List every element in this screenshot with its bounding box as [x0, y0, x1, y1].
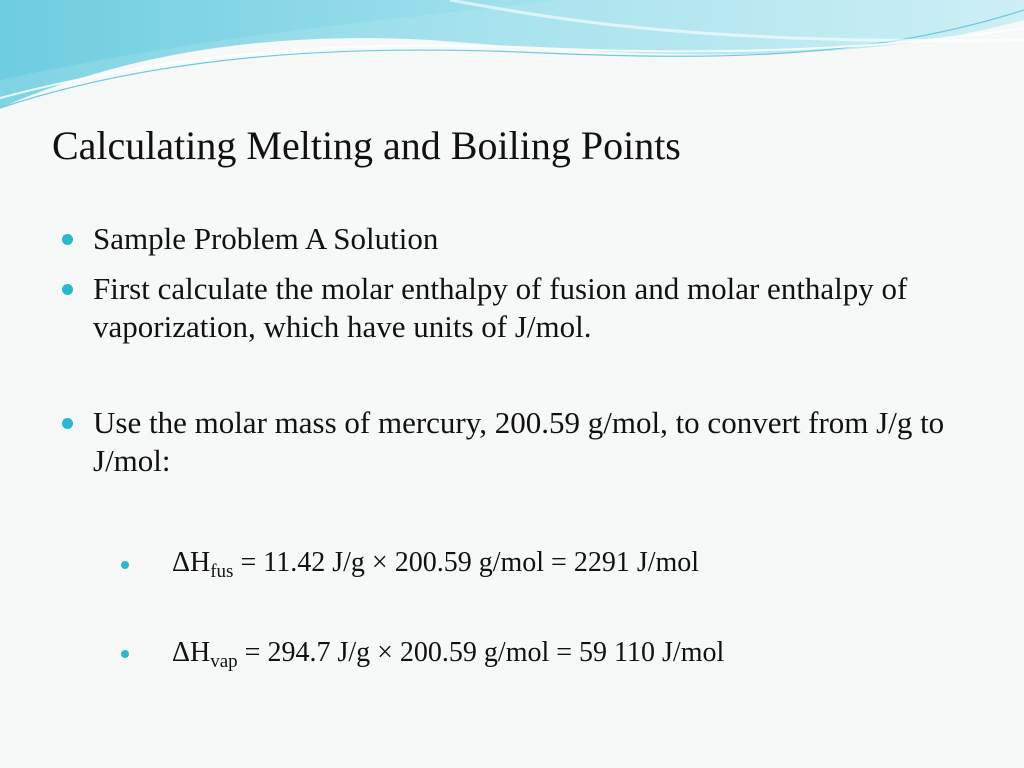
- equation-fusion-prefix: ΔH: [172, 547, 211, 578]
- bullet-sample-problem: Sample Problem A Solution: [60, 220, 960, 258]
- equation-vaporization: [172, 636, 724, 679]
- equation-vaporization-prefix: ΔH: [172, 637, 211, 668]
- slide-title: Calculating Melting and Boiling Points: [52, 123, 681, 168]
- equation-fusion-rest: = 11.42 J/g × 200.59 g/mol = 2291 J/mol: [233, 547, 700, 578]
- equation-vaporization-rest: = 294.7 J/g × 200.59 g/mol = 59 110 J/mol: [237, 637, 725, 668]
- equation-fusion: [172, 546, 699, 589]
- equation-fusion-subscript: fus: [210, 561, 234, 582]
- equation-vaporization-subscript: vap: [210, 651, 238, 672]
- decorative-wave: [0, 0, 1024, 120]
- bullet-list: [60, 220, 960, 480]
- sub-bullet-dot: [121, 650, 129, 658]
- bullet-first-calculate: First calculate the molar enthalpy of fusion and molar enthalpy of vaporization, which have units of J/mol.: [60, 270, 960, 346]
- bullet-use-molar-mass: Use the molar mass of mercury, 200.59 g/mol, to convert from J/g to J/mol:: [60, 404, 960, 480]
- sub-bullet-dot: [121, 561, 129, 569]
